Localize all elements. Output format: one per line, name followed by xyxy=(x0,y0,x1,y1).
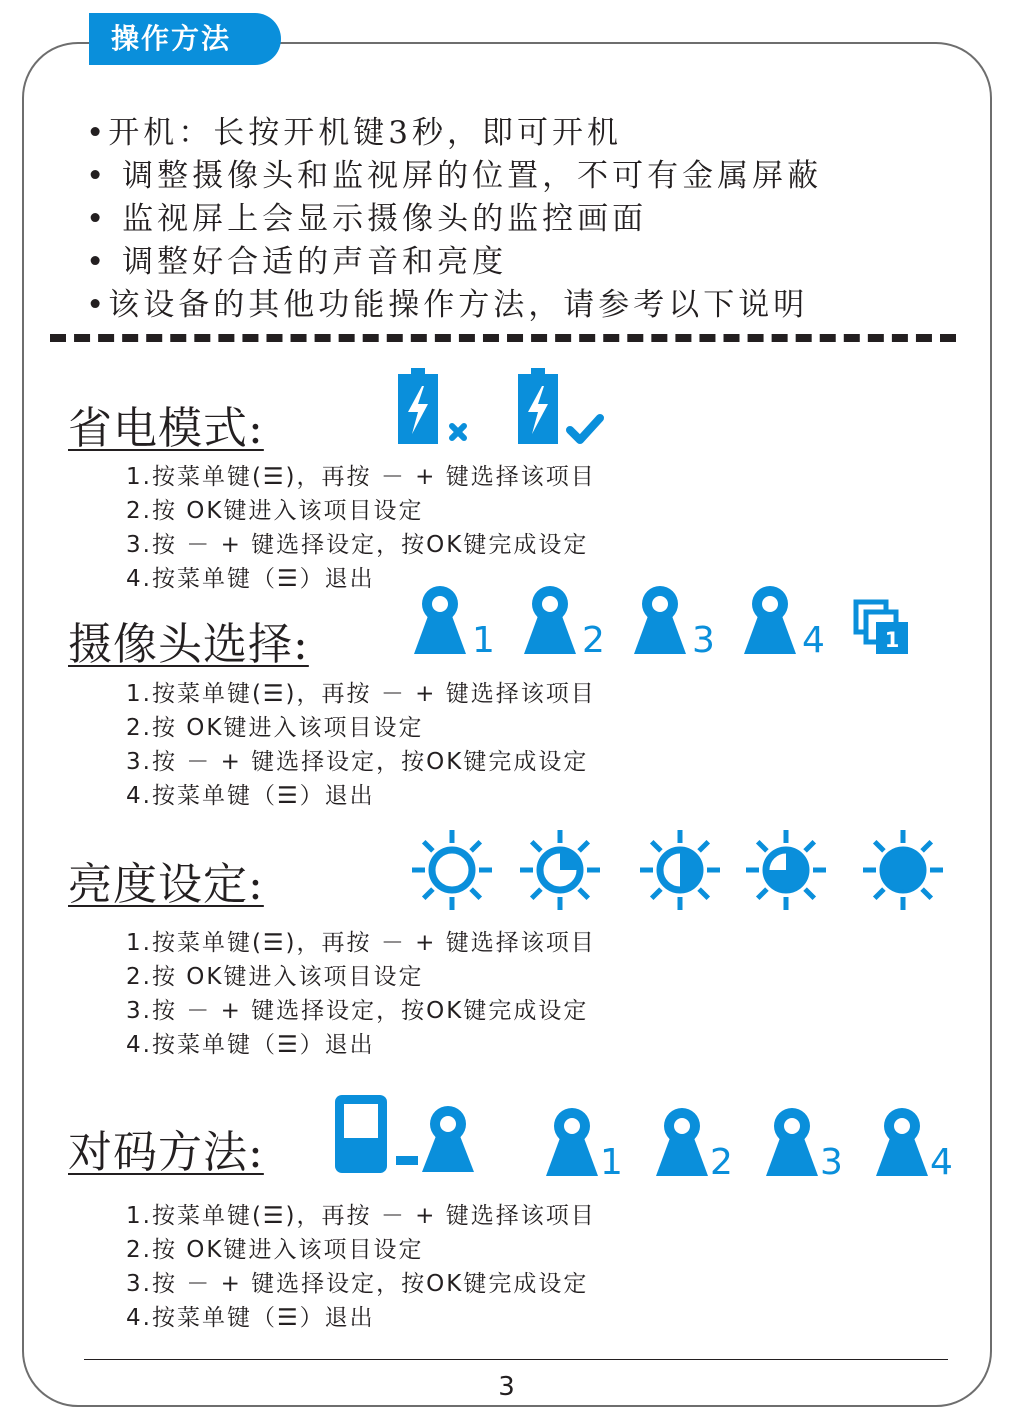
step-item: 4.按菜单键（☰）退出 xyxy=(126,566,375,592)
camera-number-label: 1 xyxy=(600,1142,623,1183)
step-item: 1.按菜单键(☰)，再按 － + 键选择该项目 xyxy=(126,1203,596,1229)
step-item: 2.按 OK键进入该项目设定 xyxy=(126,715,424,741)
step-item: 1.按菜单键(☰)，再按 － + 键选择该项目 xyxy=(126,464,596,490)
section-title-camera-select: 摄像头选择: xyxy=(68,619,309,670)
multi-screen-icon xyxy=(852,598,912,658)
step-item: 1.按菜单键(☰)，再按 － + 键选择该项目 xyxy=(126,930,596,956)
step-item: 2.按 OK键进入该项目设定 xyxy=(126,1237,424,1263)
multi-screen-number: 1 xyxy=(884,628,900,652)
section-tab: 操作方法 xyxy=(89,13,281,65)
brightness-level-icon xyxy=(412,830,492,910)
intro-item: • 监视屏上会显示摄像头的监控画面 xyxy=(86,201,648,237)
intro-item: • 调整好合适的声音和亮度 xyxy=(86,244,508,280)
battery-off-icon xyxy=(398,368,464,444)
step-item: 3.按 － + 键选择设定，按OK键完成设定 xyxy=(126,998,589,1024)
section-title-power-saving: 省电模式: xyxy=(68,403,264,454)
intro-item: •开机：长按开机键3秒，即可开机 xyxy=(86,115,623,151)
power-saving-icons xyxy=(394,368,614,448)
step-item: 4.按菜单键（☰）退出 xyxy=(126,783,375,809)
step-item: 4.按菜单键（☰）退出 xyxy=(126,1032,375,1058)
brightness-level-icon xyxy=(863,830,943,910)
pairing-steps xyxy=(126,1199,596,1335)
footer-divider xyxy=(84,1359,948,1360)
dashed-divider xyxy=(50,334,956,342)
camera-icon xyxy=(632,582,688,656)
camera-number-label: 4 xyxy=(802,620,825,661)
camera-icon xyxy=(764,1104,820,1178)
camera-icon xyxy=(874,1104,930,1178)
camera-number-label: 3 xyxy=(820,1142,843,1183)
link-dash xyxy=(396,1156,418,1165)
step-item: 4.按菜单键（☰）退出 xyxy=(126,1305,375,1331)
step-item: 2.按 OK键进入该项目设定 xyxy=(126,964,424,990)
page-number: 3 xyxy=(498,1372,515,1402)
brightness-steps xyxy=(126,926,596,1062)
camera-icon xyxy=(544,1104,600,1178)
camera-number-label: 3 xyxy=(692,620,715,661)
power-saving-steps xyxy=(126,460,596,596)
step-item: 1.按菜单键(☰)，再按 － + 键选择该项目 xyxy=(126,681,596,707)
monitor-icon xyxy=(335,1095,387,1173)
step-item: 3.按 － + 键选择设定，按OK键完成设定 xyxy=(126,532,589,558)
step-item: 3.按 － + 键选择设定，按OK键完成设定 xyxy=(126,1271,589,1297)
intro-list xyxy=(86,112,822,327)
section-title-pairing: 对码方法: xyxy=(68,1127,264,1178)
camera-icon xyxy=(742,582,798,656)
intro-item: • 调整摄像头和监视屏的位置，不可有金属屏蔽 xyxy=(86,158,823,194)
step-item: 3.按 － + 键选择设定，按OK键完成设定 xyxy=(126,749,589,775)
camera-number-label: 2 xyxy=(582,620,605,661)
camera-icon xyxy=(522,582,578,656)
camera-select-steps xyxy=(126,677,596,813)
camera-icon xyxy=(654,1104,710,1178)
battery-on-icon xyxy=(518,368,600,444)
pairing-monitor-icons xyxy=(332,1092,482,1182)
step-item: 2.按 OK键进入该项目设定 xyxy=(126,498,424,524)
brightness-level-icon xyxy=(640,830,720,910)
camera-number-label: 1 xyxy=(472,620,495,661)
intro-item: •该设备的其他功能操作方法，请参考以下说明 xyxy=(86,287,809,323)
section-title-brightness: 亮度设定: xyxy=(68,859,264,910)
camera-icon xyxy=(422,1106,474,1172)
camera-number-label: 4 xyxy=(930,1142,953,1183)
camera-icon xyxy=(412,582,468,656)
brightness-icons xyxy=(410,828,970,916)
brightness-level-icon xyxy=(746,830,826,910)
camera-number-label: 2 xyxy=(710,1142,733,1183)
brightness-level-icon xyxy=(520,830,600,910)
